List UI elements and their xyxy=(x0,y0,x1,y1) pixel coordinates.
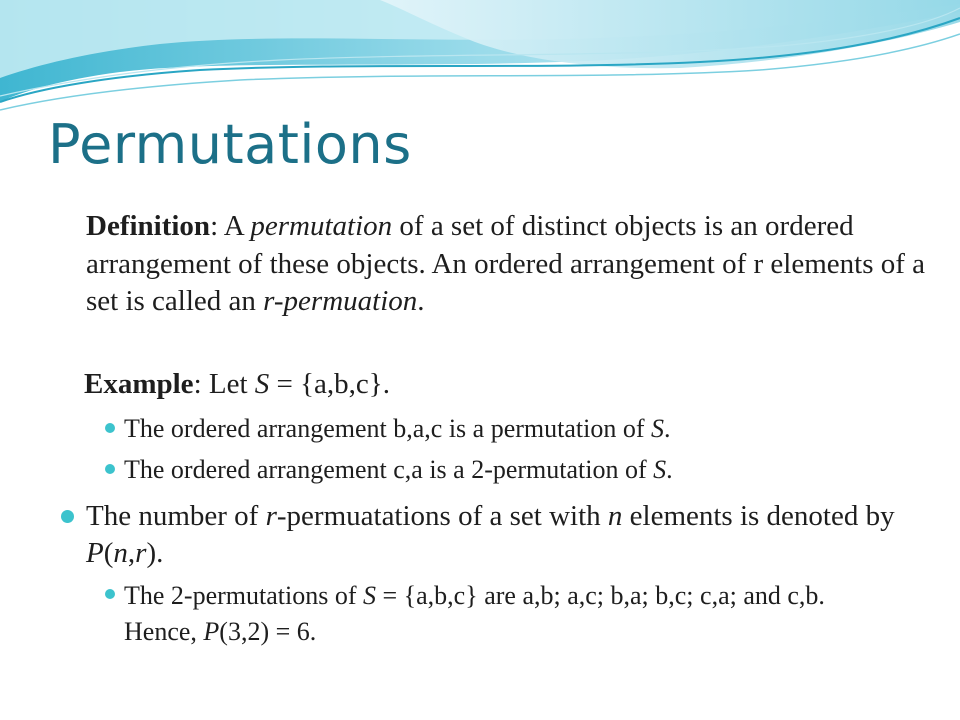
main-bullet-text-e: ). xyxy=(146,537,164,569)
definition-colon: : xyxy=(210,210,219,242)
sub-bullet-variable: S xyxy=(651,414,664,443)
main-bullet-text-b: -permuatations of a set with xyxy=(276,500,608,532)
definition-end: . xyxy=(417,285,425,317)
main-bullet-var-n: n xyxy=(607,500,623,532)
sub-bullet-item xyxy=(124,453,904,487)
example-text-b: = {a,b,c}. xyxy=(269,368,390,400)
sub-bullet-text: The ordered arrangement b,a,c is a permutation of xyxy=(124,414,651,443)
definition-text-1: A xyxy=(218,210,251,242)
example-line xyxy=(84,366,924,403)
sub-bullet-item xyxy=(124,578,904,650)
main-bullet-arg-r: r xyxy=(135,537,147,569)
sub-bullet-dot xyxy=(105,423,115,433)
sub-bullet-text-a: The 2-permutations of xyxy=(124,581,363,610)
sub-bullet-variable: S xyxy=(363,581,376,610)
definition-paragraph xyxy=(86,208,926,321)
main-bullet-comma: , xyxy=(127,537,136,569)
main-bullet-dot xyxy=(61,510,74,523)
sub-bullet-text: The ordered arrangement c,a is a 2-permutation of xyxy=(124,455,654,484)
sub-bullet-dot xyxy=(105,589,115,599)
main-bullet-func: P xyxy=(86,537,104,569)
main-bullet-item xyxy=(86,498,906,572)
sub-bullet-item xyxy=(124,412,904,446)
definition-label: Definition xyxy=(86,210,211,242)
sub-bullet-text-c: (3,2) = 6. xyxy=(219,617,317,646)
sub-bullet-end: . xyxy=(664,414,671,443)
sub-bullet-variable: S xyxy=(653,455,667,484)
main-bullet-text-a: The number of xyxy=(86,500,266,532)
definition-term-2: r-permuation xyxy=(263,285,418,317)
sub-bullet-func: P xyxy=(203,617,220,646)
definition-term: permutation xyxy=(250,210,393,242)
example-set-variable: S xyxy=(254,368,270,400)
sub-bullet-dot xyxy=(105,464,115,474)
sub-bullet-end: . xyxy=(666,455,673,484)
slide-title: Permutations xyxy=(48,113,412,176)
sub-bullet-text-b: = {a,b,c} are a,b; a,c; b,a; b,c; c,a; and c,b. Hence, xyxy=(124,581,825,646)
example-text-a: : Let xyxy=(193,368,255,400)
main-bullet-text-c: elements is denoted by xyxy=(622,500,895,532)
definition-text-2: of a set of distinct objects is an ordered arrangement of these objects. An ordered arrangement of r elements of a set is called an xyxy=(86,210,926,317)
example-label: Example xyxy=(84,368,194,400)
main-bullet-open-paren: ( xyxy=(103,537,114,569)
main-bullet-arg-n: n xyxy=(113,537,128,569)
main-bullet-var-r: r xyxy=(265,500,277,532)
